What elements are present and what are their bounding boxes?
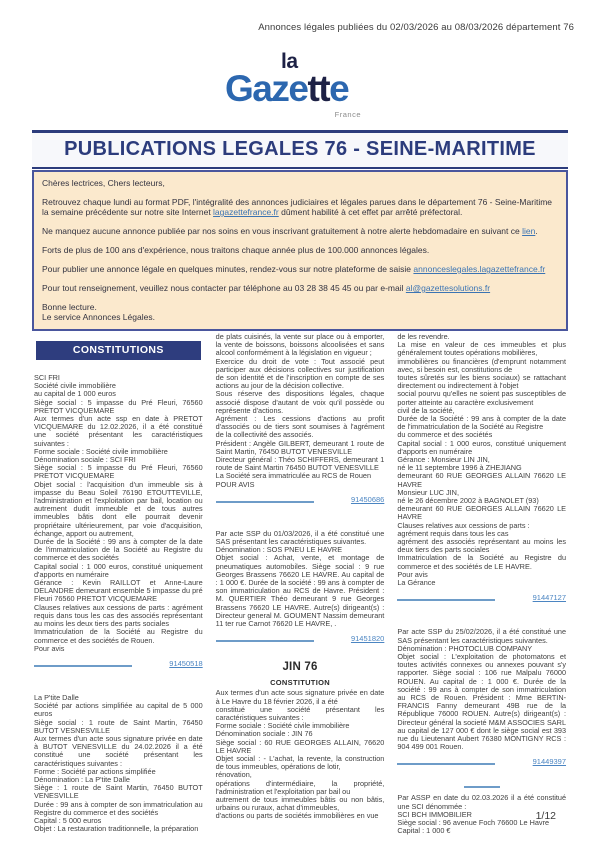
intro-paragraph: Ne manquez aucune annonce publiée par nos soins en vous inscrivant gratuitement à notre alerte hebdomadaire en suivant ce lien. — [42, 226, 538, 236]
announcement-line: Durée : 99 ans à compter de son immatriculation au Registre du commerce et des sociétés — [34, 799, 203, 817]
announcement-line: immobilières ou financières (d'emprunt notamment avec, si besoin est, constitutions de — [397, 356, 567, 374]
announcement-line: Dénomination : PHOTOCLUB COMPANY — [397, 643, 533, 653]
logo-gazette-tt: tt — [307, 68, 330, 109]
announcement-text — [216, 333, 385, 489]
intro-paragraph: Forts de plus de 100 ans d'expérience, nous traitons chaque année plus de 100.000 annonces légales. — [42, 245, 430, 255]
intro-paragraph: Retrouvez chaque lundi au format PDF, l'intégralité des annonces judiciaires et légales parues dans le département 76 - Seine-Maritime la semaine précédente sur notre site Internet lagazettefrance.fr dûment habilité à cet effet par arrêté préfectoral. — [42, 197, 553, 217]
announcement-line: constitué une société présentant les caractéristiques suivantes : — [215, 704, 385, 722]
announcement-ref-link[interactable]: 91450686 — [350, 494, 385, 504]
announcement-line: Exercice du droit de vote : Tout associé peut participer aux décisions collectives sur justification de son identité et de l'inscription en compte de ses actions au jour de la décision collective. — [215, 356, 385, 391]
announcement-line: du commerce et des sociétés — [397, 430, 493, 440]
announcement-line: Pour avis — [397, 569, 428, 579]
announcement-line: demeurant 60 RUE GEORGES ALLAIN 76620 LE HAVRE — [397, 471, 567, 489]
announcement-footer-row — [34, 658, 203, 668]
announcement-line: agrément des associés représentant au moins les deux tiers des parts sociales — [397, 537, 567, 555]
gazette-logo — [0, 50, 600, 128]
column-1 — [34, 333, 203, 833]
announcement-line: Immatriculation de la Société au Registre du commerce et des sociétés de LE HAVRE. — [397, 553, 567, 571]
announcement-line: Par acte SSP du 01/03/2026, il a été constitué une SAS présentant les caractéristiques suivantes. — [215, 528, 385, 547]
announcement-line: né le 11 septembre 1996 à ZHEJIANG — [397, 463, 522, 473]
announcement-line: civil de la société, — [397, 405, 455, 415]
announcement-line: Forme sociale : Société civile immobilière — [34, 446, 168, 456]
announcement-footer-row — [397, 756, 566, 766]
intro-paragraph: Bonne lecture. — [42, 302, 97, 312]
intro-link[interactable]: lien — [522, 226, 536, 236]
announcement-line: Durée de la Société : 99 ans à compter de la date de l'immatriculation de la Société au Registre — [397, 414, 567, 432]
logo-gazette-end: e — [329, 68, 349, 109]
announcement-ref-link[interactable]: 91451820 — [350, 634, 385, 644]
announcement-line: Société par actions simplifiée au capital de 5 000 euros — [34, 701, 203, 719]
intro-link[interactable]: annonceslegales.lagazettefrance.fr — [413, 264, 546, 274]
page-number: 1/12 — [535, 810, 556, 822]
publication-title-bar — [32, 130, 568, 169]
announcement-footer-row — [397, 592, 566, 602]
announcement-line: Immatriculation de la Société au Registre du commerce et des sociétés de Rouen. — [34, 627, 203, 645]
announcement-line: La mise en valeur de ces immeubles et plus généralement toutes opérations mobilières, — [397, 340, 567, 358]
announcement-line: Capital : 1 000 € — [397, 826, 451, 836]
announcement-line: Capital : 5 000 euros — [34, 815, 102, 825]
announcement-line: de plats cuisinés, la vente sur place ou à emporter, la vente de boissons, boissons alcoolisées et sans alcool conformément à la législation en vigueur ; — [215, 332, 385, 358]
announcement-line: SCI BCH IMMOBILIER — [397, 809, 472, 819]
announcement-line: SCI FRI — [34, 373, 60, 382]
announcement-text — [216, 689, 385, 820]
announcement-line: Dénomination : La P'tite Dalle — [34, 774, 130, 784]
announcement-line: au capital de 1 000 euros — [34, 389, 116, 399]
announcement-line: autrement de tous immeubles bâtis ou non bâtis, urbains ou ruraux, achat d'immeubles, — [215, 794, 385, 813]
announcement-line: Aux termes d'un acte sous signature privée en date à Le Havre du 18 février 2026, il a été — [215, 688, 385, 706]
announcement-line: Siège : 1 route de Saint Martin, 76450 BUTOT VENESVILLE — [34, 783, 203, 801]
announcement-line: Forme : Société par actions simplifiée — [34, 766, 156, 776]
announcement-ref-link[interactable]: 91449397 — [532, 757, 567, 767]
announcement-line: social pourvu qu'elles ne soient pas susceptibles de porter atteinte au caractère exclusivement — [397, 389, 567, 407]
intro-letter-box — [32, 170, 568, 331]
announcement-subtitle: CONSTITUTION — [270, 678, 330, 688]
announcement-line: Capital social : 1 000 euros, constitué uniquement d'apports en numéraire — [34, 561, 203, 579]
announcement-line: demeurant 60 RUE GEORGES ALLAIN 76620 LE HAVRE — [397, 504, 567, 522]
announcement-line: Directeur général : Théo SCHIFFERS, demeurant 1 route de Saint Martin 76450 BUTOT VENESVILLE — [215, 455, 385, 473]
announcement-text — [397, 333, 566, 587]
announcement-line: Dénomination sociale : SCI FRI — [34, 455, 136, 465]
separator-line — [34, 665, 132, 667]
spacer — [216, 643, 385, 661]
announcement-line: Clauses relatives aux cessions de parts : agrément requis dans tous les cas des associés représentant au moins les deux tiers des parts sociales — [34, 602, 203, 629]
announcement-line: Dénomination : SOS PNEU LE HAVRE — [215, 545, 343, 555]
announcement-text — [34, 694, 203, 833]
logo-gazette-start: Gaze — [225, 68, 308, 109]
announcement-footer-row — [216, 633, 385, 643]
announcement-line: Dénomination sociale : JIN 76 — [215, 729, 313, 739]
announcement-line: Gérance : Kevin RAILLOT et Anne-Laure DELANDRE demeurant ensemble 5 impasse du pré Fleuri 76560 PRETOT VICQUEMARE — [34, 578, 203, 604]
announcement-line: rénovation, — [215, 770, 252, 780]
announcement-line: Président : Angèle GILBERT, demeurant 1 route de Saint Martin, 76450 BUTOT VENESVILLE — [215, 438, 385, 456]
announcement-line: Objet social : l'acquisition d'un immeuble sis à impasse du Beau Soleil 76190 ETOUTTEVILLE, l'administration et l'exploitation par bail, location ou autrement dudit immeuble et de tous autres immeubles bâtis dont elle pourrait devenir propriétaire ultérieurement, par voie d'acquisition, échange, apport ou autrement, — [34, 479, 203, 538]
column-2 — [216, 333, 385, 821]
announcement-line: Société civile immobilière — [34, 381, 116, 391]
announcement-line: Agrément : Les cessions d'actions au profit d'associés ou de tiers sont soumises à l'agrément de la collectivité des associés. — [215, 414, 385, 440]
announcement-line: agrément requis dans tous les cas — [397, 528, 509, 538]
spacer — [216, 504, 385, 530]
intro-link[interactable]: al@gazettesolutions.fr — [405, 283, 491, 293]
announcement-footer-row — [216, 494, 385, 504]
announcement-line: La Société sera immatriculée au RCS de Rouen — [215, 471, 372, 481]
announcement-line: de les revendre. — [397, 332, 450, 341]
announcement-line: Siège social : 96 avenue Foch 76600 Le Havre — [397, 817, 550, 827]
announcement-line: toutes sûretés sur les biens sociaux) se rattachant directement ou indirectement à l'objet — [397, 373, 567, 391]
announcement-text — [397, 628, 566, 751]
announcement-line: Gérance : Monsieur LIN JIN, — [397, 455, 490, 465]
announcement-line: d'actions ou parts de sociétés immobilières en vue — [215, 811, 379, 821]
announcement-ref-link[interactable]: 91450518 — [169, 658, 203, 668]
announcement-ref-link[interactable]: 91447127 — [532, 593, 567, 603]
intro-link[interactable]: lagazettefrance.fr — [213, 207, 279, 217]
logo-gazette-text — [225, 68, 348, 110]
announcement-text — [34, 374, 203, 653]
intro-paragraph: Pour publier une annonce légale en quelques minutes, rendez-vous sur notre plateforme de saisie annonceslegales.lagazettefrance.fr — [42, 264, 546, 274]
announcement-line: Par acte SSP du 25/02/2026, il a été constitué une SAS présentant les caractéristiques suivantes. — [397, 627, 567, 645]
announcement-line: Siège social : 5 impasse du Pré Fleuri, 76560 PRETOT VICQUEMARE — [34, 463, 203, 481]
page-title: PUBLICATIONS LEGALES 76 - SEINE-MARITIME — [64, 138, 536, 160]
intro-paragraph: Chères lectrices, Chers lecteurs, — [42, 178, 165, 188]
announcement-line: Siège social : 1 route de Saint Martin, 76450 BUTOT VESNESVILLE — [34, 717, 203, 735]
spacer — [397, 766, 566, 786]
separator-line — [216, 501, 314, 503]
announcement-line: Siège social : 60 RUE GEORGES ALLAIN, 76620 LE HAVRE — [215, 737, 385, 755]
announcement-line: né le 26 décembre 2002 à BAGNOLET (93) — [397, 496, 539, 506]
separator-line — [397, 763, 495, 765]
announcement-line: POUR AVIS — [215, 479, 255, 489]
announcement-line: Objet social : - L'achat, la revente, la construction de tous immeubles, opérations de lotir, — [215, 753, 385, 772]
intro-paragraph: Le service Annonces Légales. — [42, 312, 155, 322]
announcements-columns — [34, 333, 566, 835]
announcement-line: La Gérance — [397, 578, 436, 588]
intro-paragraph: Pour tout renseignement, veuillez nous contacter par téléphone au 03 28 38 45 45 ou par e-mail al@gazettesolutions.fr — [42, 283, 491, 293]
spacer — [34, 668, 203, 694]
announcement-line: Capital social : 1 000 euros, constitué uniquement d'apports en numéraire — [397, 438, 567, 456]
logo-france-text: France — [334, 110, 361, 119]
announcement-line: Par ASSP en date du 02.03.2026 il a été constitué une SCI dénommée : — [397, 793, 567, 811]
announcement-line: Objet social : Achat, vente, et montage de pneumatiques automobiles. Siège social : 9 rue Georges Brassens 76620 LE HAVRE. Au capital de : 1 000 €. Durée de la société : 99 ans à compter de son immatriculation au RCS de Havre. Président : M. QUERTIER Théo demeurant 9 rue Georges Brassens 76620 LE HAVRE. Autre(s) dirigeant(s) : Directeur general M. GOUMENT Nassim demeurant 11 ter rue Carnot 76620 LE HAVRE, . — [215, 553, 385, 629]
announcement-line: Clauses relatives aux cessions de parts : — [397, 520, 530, 530]
announcement-line: La P'tite Dalle — [34, 692, 79, 702]
announcement-line: Siège social : 5 impasse du Pré Fleuri, 76560 PRETOT VICQUEMARE — [34, 397, 203, 415]
logo-la-text: la — [281, 50, 298, 73]
section-header-constitutions: CONSTITUTIONS — [36, 341, 201, 360]
separator-line — [397, 599, 495, 601]
announcement-line: Objet : La restauration traditionnelle, la préparation — [34, 824, 199, 834]
announcement-line: Forme sociale : Société civile immobilière — [215, 721, 350, 731]
announcement-text — [216, 530, 385, 628]
center-separator-rule — [464, 786, 500, 788]
announcement-line: Objet social : L'exploitation de photomatons et toutes activités connexes ou annexes pouvant s'y rapporter. Siège social : 106 rue Malpalu 76000 ROUEN. Au capital de : 1 000 €. Durée de la société : 99 ans à compter de son immatriculation au RCS de Rouen. Président : Mme BERTIN-FRANCIS Fanny demeurant 49B rue de la République 76000 ROUEN. Autre(s) dirigeant(s) : Directeur général la societé M&M ASSOCIES SARL au capital de 127 000 € dont le siège social est 393 rue du Lieutenant Aubert 76380 MONTIGNY RCS : 904 499 001 Rouen. — [397, 651, 567, 752]
announcement-title: JIN 76 — [282, 661, 318, 674]
announcement-line: Durée de la Société : 99 ans à compter de la date de l'immatriculation de la Société au Registre du commerce et des sociétés — [34, 537, 203, 563]
spacer — [397, 602, 566, 628]
announcement-line: Aux termes d'un acte sous signature privée en date à BUTOT VENESVILLE du 24.02.2026 il a été constitué une société présentant les caractéristiques suivantes : — [34, 733, 203, 768]
announcement-line: Pour avis — [34, 643, 65, 653]
announcement-line: Aux termes d'un acte ssp en date à PRETOT VICQUEMARE du 12.02.2026, il a été constitué une société présentant les caractéristiques suivantes : — [34, 414, 203, 448]
column-3 — [397, 333, 566, 835]
announcement-line: Monsieur LUC JIN, — [397, 487, 459, 497]
announcement-line: opérations d'intermédiaire, la propriété, l'administration et l'exploitation par bail ou — [215, 778, 385, 796]
separator-line — [216, 640, 314, 642]
announcement-line: Sous réserve des dispositions légales, chaque associé dispose d'autant de voix qu'il possède ou représente d'actions. — [215, 389, 385, 415]
header-date-line: Annonces légales publiées du 02/03/2026 au 08/03/2026 département 76 — [258, 22, 574, 33]
